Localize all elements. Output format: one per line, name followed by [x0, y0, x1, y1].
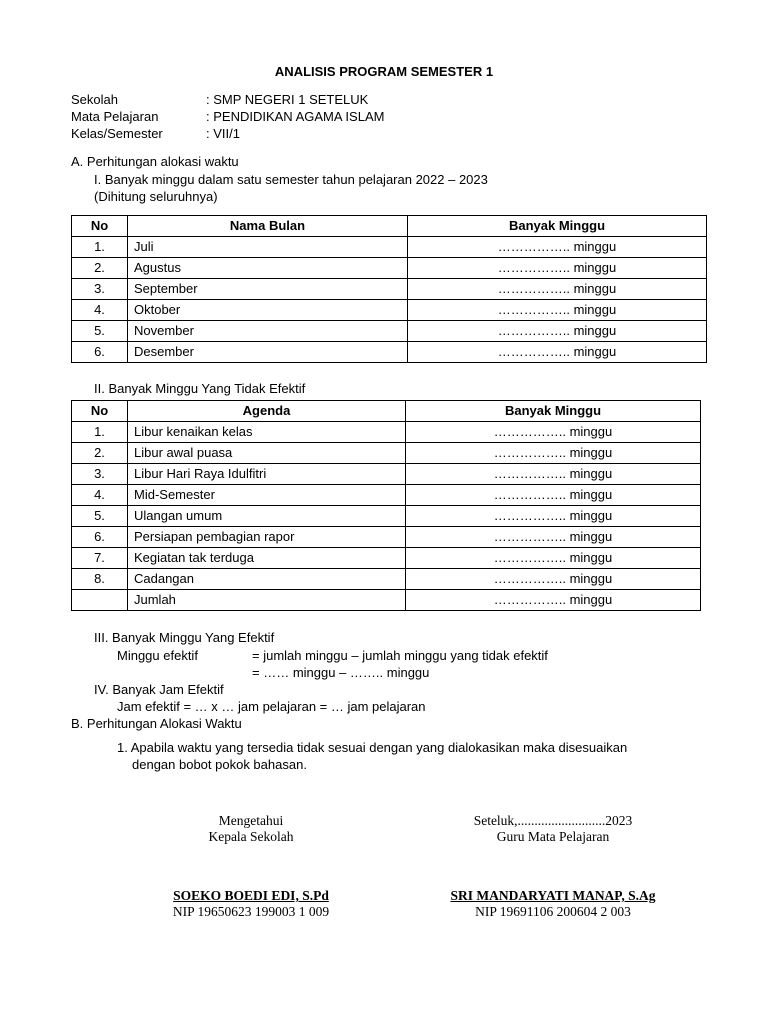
- row-name: Mid-Semester: [128, 485, 406, 506]
- header-agenda: Agenda: [128, 401, 406, 422]
- row-no: 5.: [72, 506, 128, 527]
- row-weeks: …………….. minggu: [406, 506, 701, 527]
- row-no: 2.: [72, 443, 128, 464]
- sub3-label: Minggu efektif: [117, 648, 198, 663]
- table-row: [72, 548, 701, 569]
- signature-left-line2: Kepala Sekolah: [208, 829, 294, 844]
- row-weeks: …………….. minggu: [406, 443, 701, 464]
- signature-left-line1: Mengetahui: [218, 813, 284, 828]
- row-name: November: [128, 321, 408, 342]
- signature-right-line1: Seteluk,..........................2023: [473, 813, 633, 828]
- sub2-heading: II. Banyak Minggu Yang Tidak Efektif: [94, 381, 306, 396]
- row-name: Jumlah: [128, 590, 406, 611]
- table-row: [72, 300, 707, 321]
- row-weeks: …………….. minggu: [408, 300, 707, 321]
- table-header-row: [72, 216, 707, 237]
- table-row: [72, 527, 701, 548]
- row-weeks: …………….. minggu: [406, 548, 701, 569]
- table-header-row: [72, 401, 701, 422]
- row-name: Kegiatan tak terduga: [128, 548, 406, 569]
- section-a-sub1-line2: (Dihitung seluruhnya): [94, 189, 218, 204]
- row-no: 3.: [72, 464, 128, 485]
- header-nama-bulan: Nama Bulan: [128, 216, 408, 237]
- table-non-effective: [71, 400, 701, 611]
- info-label-kelas-semester: Kelas/Semester: [71, 126, 163, 141]
- row-name: Libur Hari Raya Idulfitri: [128, 464, 406, 485]
- row-name: September: [128, 279, 408, 300]
- table-row: [72, 506, 701, 527]
- row-no: 8.: [72, 569, 128, 590]
- row-no: [72, 590, 128, 611]
- info-value-mata-pelajaran: : PENDIDIKAN AGAMA ISLAM: [206, 109, 385, 124]
- row-weeks: …………….. minggu: [406, 527, 701, 548]
- section-a-sub1-line1: I. Banyak minggu dalam satu semester tahun pelajaran 2022 – 2023: [94, 172, 488, 187]
- info-value-sekolah: : SMP NEGERI 1 SETELUK: [206, 92, 369, 107]
- table-row: [72, 279, 707, 300]
- row-weeks: …………….. minggu: [406, 485, 701, 506]
- signature-right-nip: NIP 19691106 200604 2 003: [475, 904, 631, 919]
- row-name: Ulangan umum: [128, 506, 406, 527]
- table-row: [72, 321, 707, 342]
- table-row: [72, 443, 701, 464]
- sub4-heading: IV. Banyak Jam Efektif: [94, 682, 224, 697]
- row-name: Agustus: [128, 258, 408, 279]
- table-row: [72, 569, 701, 590]
- row-name: Juli: [128, 237, 408, 258]
- row-no: 4.: [72, 300, 128, 321]
- row-no: 1.: [72, 422, 128, 443]
- header-no: No: [72, 401, 128, 422]
- row-no: 6.: [72, 527, 128, 548]
- table-months: [71, 215, 707, 363]
- table-row: [72, 237, 707, 258]
- section-a-heading: A. Perhitungan alokasi waktu: [71, 154, 239, 169]
- table-row: [72, 258, 707, 279]
- row-no: 2.: [72, 258, 128, 279]
- row-weeks: …………….. minggu: [406, 590, 701, 611]
- table-row: [72, 464, 701, 485]
- table-row: [72, 485, 701, 506]
- row-weeks: …………….. minggu: [408, 258, 707, 279]
- section-b-heading: B. Perhitungan Alokasi Waktu: [71, 716, 242, 731]
- section-b-item1-line1: 1. Apabila waktu yang tersedia tidak sesuai dengan yang dialokasikan maka disesuaikan: [117, 740, 628, 755]
- row-weeks: …………….. minggu: [406, 569, 701, 590]
- sub3-line2: = …… minggu – …….. minggu: [252, 665, 430, 680]
- row-weeks: …………….. minggu: [408, 321, 707, 342]
- header-no: No: [72, 216, 128, 237]
- header-banyak-minggu: Banyak Minggu: [408, 216, 707, 237]
- signature-right-line2: Guru Mata Pelajaran: [496, 829, 610, 844]
- header-banyak-minggu: Banyak Minggu: [406, 401, 701, 422]
- row-weeks: …………….. minggu: [408, 342, 707, 363]
- table-row: [72, 342, 707, 363]
- signature-right-name: SRI MANDARYATI MANAP, S.Ag: [450, 888, 656, 903]
- info-label-sekolah: Sekolah: [71, 92, 118, 107]
- signature-left-nip: NIP 19650623 199003 1 009: [172, 904, 330, 919]
- sub3-heading: III. Banyak Minggu Yang Efektif: [94, 630, 275, 645]
- sub3-line1: = jumlah minggu – jumlah minggu yang tidak efektif: [252, 648, 548, 663]
- row-name: Persiapan pembagian rapor: [128, 527, 406, 548]
- document-title: ANALISIS PROGRAM SEMESTER 1: [274, 64, 494, 79]
- row-weeks: …………….. minggu: [406, 422, 701, 443]
- row-no: 7.: [72, 548, 128, 569]
- section-b-item1-line2: dengan bobot pokok bahasan.: [132, 757, 307, 772]
- row-weeks: …………….. minggu: [408, 279, 707, 300]
- row-no: 3.: [72, 279, 128, 300]
- table-row-total: [72, 590, 701, 611]
- row-name: Libur kenaikan kelas: [128, 422, 406, 443]
- row-name: Cadangan: [128, 569, 406, 590]
- table-row: [72, 422, 701, 443]
- sub4-line: Jam efektif = … x … jam pelajaran = … jam pelajaran: [117, 699, 426, 714]
- row-name: Oktober: [128, 300, 408, 321]
- row-no: 4.: [72, 485, 128, 506]
- info-value-kelas-semester: : VII/1: [206, 126, 240, 141]
- info-label-mata-pelajaran: Mata Pelajaran: [71, 109, 159, 124]
- row-weeks: …………….. minggu: [408, 237, 707, 258]
- row-no: 6.: [72, 342, 128, 363]
- row-name: Desember: [128, 342, 408, 363]
- signature-left-name: SOEKO BOEDI EDI, S.Pd: [173, 888, 329, 903]
- row-no: 1.: [72, 237, 128, 258]
- row-name: Libur awal puasa: [128, 443, 406, 464]
- row-weeks: …………….. minggu: [406, 464, 701, 485]
- row-no: 5.: [72, 321, 128, 342]
